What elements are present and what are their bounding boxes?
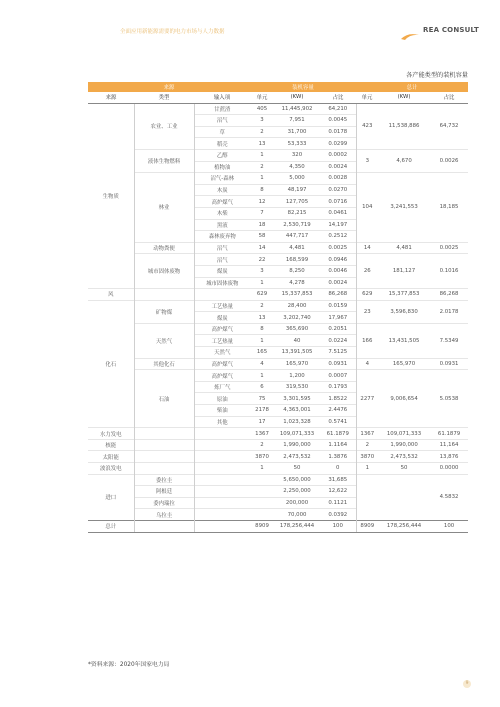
total-kw-cell: 1,990,000 xyxy=(378,439,430,451)
input-cell: 高炉煤气 xyxy=(194,358,250,370)
unit-cell: 8 xyxy=(250,184,274,196)
total-unit-cell: 23 xyxy=(356,300,378,323)
capacity-table xyxy=(88,82,468,533)
share-cell: 0.2051 xyxy=(320,323,356,335)
kw-cell: 319,530 xyxy=(274,381,320,393)
unit-cell: 3 xyxy=(250,265,274,277)
page-number: 9 xyxy=(463,680,471,688)
unit-cell: 1367 xyxy=(250,428,274,440)
table-row xyxy=(88,103,468,115)
share-cell: 0.0946 xyxy=(320,254,356,266)
total-share-cell: 0.0931 xyxy=(430,358,468,370)
kw-cell: 3,202,740 xyxy=(274,312,320,324)
unit-cell: 17 xyxy=(250,416,274,428)
kw-cell: 5,650,000 xyxy=(274,474,320,486)
empty-cell xyxy=(194,474,250,486)
total-share-cell: 4.5832 xyxy=(430,474,468,520)
kw-cell: 15,337,853 xyxy=(274,289,320,301)
total-share-cell: 5.0538 xyxy=(430,370,468,428)
group-header-row xyxy=(88,82,468,92)
total-unit-cell: 3870 xyxy=(356,451,378,463)
total-unit-cell: 166 xyxy=(356,323,378,358)
kw-cell: 40 xyxy=(274,335,320,347)
total-unit-cell: 423 xyxy=(356,103,378,149)
share-cell: 0.0025 xyxy=(320,242,356,254)
category-wave: 波浪发电 xyxy=(88,463,134,475)
share-cell: 64,210 xyxy=(320,103,356,115)
unit-cell: 13 xyxy=(250,312,274,324)
share-cell: 0.2512 xyxy=(320,231,356,243)
input-cell: 煤炭 xyxy=(194,312,250,324)
total-share-cell: 0.0025 xyxy=(430,242,468,254)
share-cell: 0.0007 xyxy=(320,370,356,382)
unit-cell: 2178 xyxy=(250,405,274,417)
kw-cell: 3,301,595 xyxy=(274,393,320,405)
total-share-cell: 0.0000 xyxy=(430,463,468,475)
empty-cell xyxy=(134,463,194,475)
share-cell: 0.0461 xyxy=(320,207,356,219)
kw-cell: 165,970 xyxy=(274,358,320,370)
input-cell xyxy=(194,428,250,440)
total-unit-cell: 1 xyxy=(356,463,378,475)
unit-cell: 4 xyxy=(250,358,274,370)
kw-cell: 4,481 xyxy=(274,242,320,254)
total-kw-cell: 178,256,444 xyxy=(378,520,430,532)
kw-cell: 70,000 xyxy=(274,509,320,521)
empty-cell xyxy=(378,474,430,520)
unit-cell: 13 xyxy=(250,138,274,150)
table-row xyxy=(88,474,468,486)
table-row xyxy=(88,149,468,161)
category-biomass: 生物质 xyxy=(88,103,134,289)
share-cell: 0.0159 xyxy=(320,300,356,312)
kw-cell: 320 xyxy=(274,149,320,161)
share-cell: 0.0270 xyxy=(320,184,356,196)
empty-cell xyxy=(134,428,194,440)
share-cell: 31,685 xyxy=(320,474,356,486)
type-cell: 乌拉圭 xyxy=(134,509,194,521)
total-kw-cell: 3,241,553 xyxy=(378,173,430,243)
input-cell: 乙醇 xyxy=(194,149,250,161)
table-caption: 各产能类型的装机容量 xyxy=(406,72,468,79)
total-unit-cell: 2 xyxy=(356,439,378,451)
total-share-cell: 2.0178 xyxy=(430,300,468,323)
kw-cell: 5,000 xyxy=(274,173,320,185)
kw-cell: 2,530,719 xyxy=(274,219,320,231)
table-row xyxy=(88,451,468,463)
unit-cell: 1 xyxy=(250,149,274,161)
total-row xyxy=(88,520,468,532)
col-total-kw: (KW) xyxy=(378,92,430,103)
kw-cell: 28,400 xyxy=(274,300,320,312)
unit-cell: 22 xyxy=(250,254,274,266)
total-share-cell: 7.5349 xyxy=(430,323,468,358)
kw-cell: 7,951 xyxy=(274,115,320,127)
input-cell: 植物油 xyxy=(194,161,250,173)
input-cell xyxy=(194,463,250,475)
empty-cell xyxy=(250,497,274,509)
input-cell: 高炉煤气 xyxy=(194,370,250,382)
input-cell xyxy=(194,289,250,301)
group-header-total: 总计 xyxy=(356,82,468,92)
input-cell: 天然气 xyxy=(194,347,250,359)
total-kw-cell: 50 xyxy=(378,463,430,475)
table-row xyxy=(88,242,468,254)
type-agri: 农业、工业 xyxy=(134,103,194,149)
empty-cell xyxy=(134,451,194,463)
total-unit-cell: 1367 xyxy=(356,428,378,440)
kw-cell: 1,023,328 xyxy=(274,416,320,428)
share-cell: 0.1793 xyxy=(320,381,356,393)
share-cell: 0.0045 xyxy=(320,115,356,127)
input-cell: 炼厂气 xyxy=(194,381,250,393)
col-share: 占比 xyxy=(320,92,356,103)
empty-cell xyxy=(250,486,274,498)
share-cell: 0.0392 xyxy=(320,509,356,521)
kw-cell: 200,000 xyxy=(274,497,320,509)
unit-cell: 2 xyxy=(250,439,274,451)
empty-cell xyxy=(194,497,250,509)
type-forest: 林业 xyxy=(134,173,194,243)
logo-swoosh-icon xyxy=(400,26,420,34)
col-kw: (KW) xyxy=(274,92,320,103)
table-row xyxy=(88,370,468,382)
unit-cell: 1 xyxy=(250,277,274,289)
total-share-cell: 0.1016 xyxy=(430,254,468,289)
share-cell: 0.0024 xyxy=(320,277,356,289)
total-kw-cell: 165,970 xyxy=(378,358,430,370)
total-unit-cell: 26 xyxy=(356,254,378,289)
kw-cell: 50 xyxy=(274,463,320,475)
share-cell: 0.0024 xyxy=(320,161,356,173)
type-gas: 天然气 xyxy=(134,323,194,358)
input-cell: 煤炭 xyxy=(194,265,250,277)
total-kw-cell: 15,377,853 xyxy=(378,289,430,301)
brand-name: REA CONSULT xyxy=(423,26,479,34)
category-fossil: 化石 xyxy=(88,300,134,428)
kw-cell: 82,215 xyxy=(274,207,320,219)
input-cell: 沼气 xyxy=(194,254,250,266)
input-cell: 甘蔗渣 xyxy=(194,103,250,115)
type-coal: 矿物煤 xyxy=(134,300,194,323)
input-cell: 稻壳 xyxy=(194,138,250,150)
total-share-cell: 86,268 xyxy=(430,289,468,301)
category-import: 进口 xyxy=(88,474,134,520)
kw-cell: 4,278 xyxy=(274,277,320,289)
col-source: 来源 xyxy=(88,92,134,103)
table-row xyxy=(88,300,468,312)
empty-cell xyxy=(194,520,250,532)
total-share-cell: 11,164 xyxy=(430,439,468,451)
unit-cell: 3 xyxy=(250,115,274,127)
kw-cell: 48,197 xyxy=(274,184,320,196)
table-row xyxy=(88,428,468,440)
kw-cell: 127,705 xyxy=(274,196,320,208)
unit-cell: 8 xyxy=(250,323,274,335)
table-row xyxy=(88,289,468,301)
category-nuclear: 核能 xyxy=(88,439,134,451)
total-kw-cell: 4,670 xyxy=(378,149,430,172)
share-cell: 0 xyxy=(320,463,356,475)
input-cell: 沼气-森林 xyxy=(194,173,250,185)
total-share-cell: 13,876 xyxy=(430,451,468,463)
input-cell: 原油 xyxy=(194,393,250,405)
total-kw-cell: 3,596,830 xyxy=(378,300,430,323)
unit-cell: 75 xyxy=(250,393,274,405)
kw-cell: 178,256,444 xyxy=(274,520,320,532)
unit-cell: 58 xyxy=(250,231,274,243)
source-note: *资料来源：2020年国家电力局 xyxy=(88,662,170,668)
empty-cell xyxy=(134,289,194,301)
total-kw-cell: 181,127 xyxy=(378,254,430,289)
share-cell: 61.1879 xyxy=(320,428,356,440)
input-cell: 沼气 xyxy=(194,242,250,254)
table-row xyxy=(88,358,468,370)
share-cell: 0.5741 xyxy=(320,416,356,428)
input-cell: 木炭 xyxy=(194,184,250,196)
unit-cell: 7 xyxy=(250,207,274,219)
kw-cell: 1,990,000 xyxy=(274,439,320,451)
unit-cell: 18 xyxy=(250,219,274,231)
share-cell: 0.1121 xyxy=(320,497,356,509)
share-cell: 0.0002 xyxy=(320,149,356,161)
share-cell: 0.0299 xyxy=(320,138,356,150)
type-cell: 委内瑞拉 xyxy=(134,497,194,509)
unit-cell: 165 xyxy=(250,347,274,359)
col-total-unit: 单元 xyxy=(356,92,378,103)
input-cell: 其他 xyxy=(194,416,250,428)
kw-cell: 447,717 xyxy=(274,231,320,243)
share-cell: 0.0028 xyxy=(320,173,356,185)
share-cell: 0.0716 xyxy=(320,196,356,208)
total-unit-cell: 629 xyxy=(356,289,378,301)
column-header-row xyxy=(88,92,468,103)
empty-cell xyxy=(194,486,250,498)
empty-cell xyxy=(356,474,378,520)
share-cell: 0.0046 xyxy=(320,265,356,277)
group-header-source: 来源 xyxy=(88,82,250,92)
input-cell xyxy=(194,439,250,451)
total-unit-cell: 2277 xyxy=(356,370,378,428)
unit-cell: 405 xyxy=(250,103,274,115)
input-cell: 工艺热量 xyxy=(194,335,250,347)
share-cell: 0.0931 xyxy=(320,358,356,370)
unit-cell: 1 xyxy=(250,335,274,347)
unit-cell: 2 xyxy=(250,126,274,138)
table-row xyxy=(88,439,468,451)
group-header-installed: 装机容量 xyxy=(250,82,356,92)
input-cell: 高炉煤气 xyxy=(194,196,250,208)
empty-cell xyxy=(134,520,194,532)
unit-cell: 2 xyxy=(250,161,274,173)
input-cell: 工艺热量 xyxy=(194,300,250,312)
kw-cell: 109,071,333 xyxy=(274,428,320,440)
type-liquid: 液体生物燃料 xyxy=(134,149,194,172)
total-kw-cell: 2,473,532 xyxy=(378,451,430,463)
share-cell: 0.0224 xyxy=(320,335,356,347)
input-cell: 木柴 xyxy=(194,207,250,219)
share-cell: 1.3876 xyxy=(320,451,356,463)
kw-cell: 168,599 xyxy=(274,254,320,266)
type-oil: 石油 xyxy=(134,370,194,428)
input-cell xyxy=(194,451,250,463)
empty-cell xyxy=(134,439,194,451)
unit-cell: 1 xyxy=(250,463,274,475)
total-kw-cell: 4,481 xyxy=(378,242,430,254)
input-cell: 黑液 xyxy=(194,219,250,231)
col-input: 输入项 xyxy=(194,92,250,103)
kw-cell: 1,200 xyxy=(274,370,320,382)
kw-cell: 4,350 xyxy=(274,161,320,173)
col-total-share: 占比 xyxy=(430,92,468,103)
share-cell: 86,268 xyxy=(320,289,356,301)
table-row xyxy=(88,463,468,475)
kw-cell: 13,391,505 xyxy=(274,347,320,359)
unit-cell: 14 xyxy=(250,242,274,254)
input-cell: 高炉煤气 xyxy=(194,323,250,335)
total-share-cell: 0.0026 xyxy=(430,149,468,172)
total-unit-cell: 3 xyxy=(356,149,378,172)
unit-cell: 629 xyxy=(250,289,274,301)
total-label: 总计 xyxy=(88,520,134,532)
kw-cell: 31,700 xyxy=(274,126,320,138)
empty-cell xyxy=(194,509,250,521)
category-wind: 风 xyxy=(88,289,134,301)
unit-cell: 1 xyxy=(250,370,274,382)
share-cell: 12,622 xyxy=(320,486,356,498)
col-unit: 单元 xyxy=(250,92,274,103)
share-cell: 1.1164 xyxy=(320,439,356,451)
total-share-cell: 61.1879 xyxy=(430,428,468,440)
total-share-cell: 18,185 xyxy=(430,173,468,243)
share-cell: 7.5125 xyxy=(320,347,356,359)
kw-cell: 2,473,532 xyxy=(274,451,320,463)
table-row xyxy=(88,254,468,266)
total-kw-cell: 11,538,886 xyxy=(378,103,430,149)
input-cell: 柴油 xyxy=(194,405,250,417)
kw-cell: 53,333 xyxy=(274,138,320,150)
type-other-fossil: 其他化石 xyxy=(134,358,194,370)
unit-cell: 12 xyxy=(250,196,274,208)
total-kw-cell: 9,006,654 xyxy=(378,370,430,428)
total-unit-cell: 8909 xyxy=(356,520,378,532)
kw-cell: 2,250,000 xyxy=(274,486,320,498)
kw-cell: 8,250 xyxy=(274,265,320,277)
table-row xyxy=(88,173,468,185)
empty-cell xyxy=(250,509,274,521)
category-hydro: 水力发电 xyxy=(88,428,134,440)
header-note: 全面应用新能源需要的电力市场与人力数据 xyxy=(120,29,225,35)
share-cell: 17,967 xyxy=(320,312,356,324)
empty-cell xyxy=(250,474,274,486)
total-share-cell: 64,732 xyxy=(430,103,468,149)
unit-cell: 1 xyxy=(250,173,274,185)
total-unit-cell: 14 xyxy=(356,242,378,254)
col-type: 类型 xyxy=(134,92,194,103)
type-cell: 委拉圭 xyxy=(134,474,194,486)
unit-cell: 3870 xyxy=(250,451,274,463)
type-msw: 城市固体废物 xyxy=(134,254,194,289)
brand-logo xyxy=(400,26,479,34)
share-cell: 14,197 xyxy=(320,219,356,231)
unit-cell: 6 xyxy=(250,381,274,393)
type-cell: 阿根廷 xyxy=(134,486,194,498)
total-kw-cell: 109,071,333 xyxy=(378,428,430,440)
unit-cell: 2 xyxy=(250,300,274,312)
total-unit-cell: 104 xyxy=(356,173,378,243)
total-share-cell: 100 xyxy=(430,520,468,532)
share-cell: 100 xyxy=(320,520,356,532)
kw-cell: 365,690 xyxy=(274,323,320,335)
kw-cell: 4,363,001 xyxy=(274,405,320,417)
input-cell: 沼气 xyxy=(194,115,250,127)
share-cell: 2.4476 xyxy=(320,405,356,417)
category-solar: 太阳能 xyxy=(88,451,134,463)
table-row xyxy=(88,323,468,335)
input-cell: 森林废弃物 xyxy=(194,231,250,243)
input-cell: 草 xyxy=(194,126,250,138)
total-kw-cell: 13,431,505 xyxy=(378,323,430,358)
kw-cell: 11,445,902 xyxy=(274,103,320,115)
type-manure: 动物粪便 xyxy=(134,242,194,254)
total-unit-cell: 4 xyxy=(356,358,378,370)
share-cell: 1.8522 xyxy=(320,393,356,405)
share-cell: 0.0178 xyxy=(320,126,356,138)
input-cell: 城市固体废物 xyxy=(194,277,250,289)
unit-cell: 8909 xyxy=(250,520,274,532)
